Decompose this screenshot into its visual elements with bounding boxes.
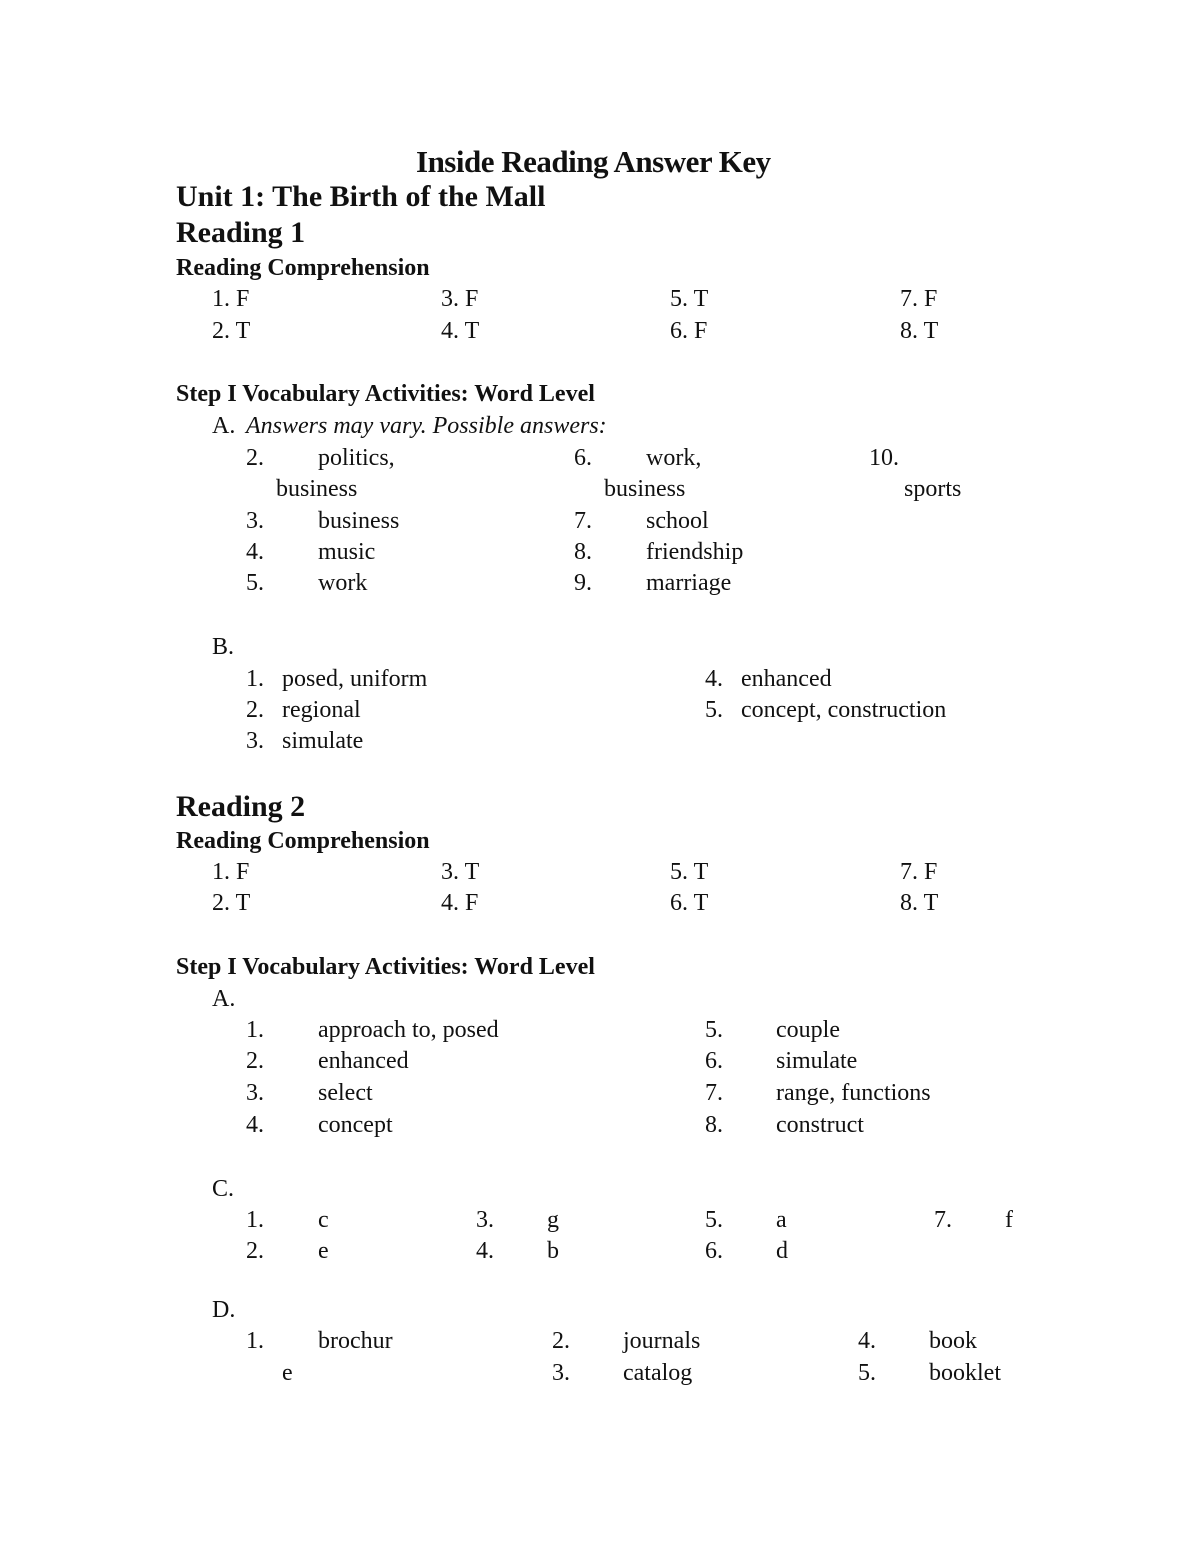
r2-comp-answer: 8. T <box>900 890 939 916</box>
r2d-answer: brochur <box>318 1328 393 1354</box>
r1-comp-answer: 4. T <box>441 318 480 344</box>
r1-partA-label: A. <box>212 413 236 439</box>
document-title: Inside Reading Answer Key <box>416 144 771 179</box>
r1b-answer: posed, uniform <box>282 666 428 692</box>
r2a-answer: simulate <box>776 1048 858 1074</box>
r1b-answer: enhanced <box>741 666 832 692</box>
r1-comp-answer: 7. F <box>900 286 938 312</box>
r2d-num: 4. <box>858 1328 876 1354</box>
r1a-num: 3. <box>246 508 264 534</box>
r2-partC-label: C. <box>212 1176 235 1202</box>
r2a-num: 7. <box>705 1080 723 1106</box>
r1a-answer: school <box>646 508 709 534</box>
r2a-num: 5. <box>705 1017 723 1043</box>
r1a-answer: friendship <box>646 539 744 565</box>
r2a-answer: select <box>318 1080 373 1106</box>
r2c-answer: f <box>1005 1207 1013 1233</box>
r2c-answer: a <box>776 1207 787 1233</box>
r2-comp-answer: 1. F <box>212 859 250 885</box>
r2c-num: 4. <box>476 1238 494 1264</box>
r2c-answer: b <box>547 1238 559 1264</box>
reading1-comprehension-heading: Reading Comprehension <box>176 255 430 281</box>
r2d-answer: catalog <box>623 1360 693 1386</box>
r2a-answer: range, functions <box>776 1080 931 1106</box>
r1a-answer: work <box>318 570 368 596</box>
r1a-num: 8. <box>574 539 592 565</box>
r1b-num: 4. <box>705 666 723 692</box>
r2c-num: 7. <box>934 1207 952 1233</box>
r2d-answer: book <box>929 1328 977 1354</box>
r1a-num: 2. <box>246 445 264 471</box>
r2a-num: 2. <box>246 1048 264 1074</box>
r1b-answer: regional <box>282 697 361 723</box>
r1a-num: 9. <box>574 570 592 596</box>
r2a-answer: approach to, posed <box>318 1017 499 1043</box>
r2c-num: 6. <box>705 1238 723 1264</box>
reading1-vocab-heading: Step I Vocabulary Activities: Word Level <box>176 381 595 407</box>
r2-comp-answer: 6. T <box>670 890 709 916</box>
r2d-answer: booklet <box>929 1360 1001 1386</box>
r2d-answer-cont: e <box>282 1360 293 1386</box>
r2c-answer: e <box>318 1238 329 1264</box>
r2a-num: 6. <box>705 1048 723 1074</box>
r2a-answer: enhanced <box>318 1048 409 1074</box>
r2c-answer: c <box>318 1207 329 1233</box>
r1a-num: 10. <box>869 445 899 471</box>
r1a-answer-cont: business <box>604 476 686 502</box>
r2c-num: 3. <box>476 1207 494 1233</box>
r1b-num: 5. <box>705 697 723 723</box>
reading2-heading: Reading 2 <box>176 790 306 823</box>
r2a-num: 1. <box>246 1017 264 1043</box>
r1a-num: 4. <box>246 539 264 565</box>
r1-comp-answer: 5. T <box>670 286 709 312</box>
r1a-num: 5. <box>246 570 264 596</box>
r2d-num: 5. <box>858 1360 876 1386</box>
r1b-num: 2. <box>246 697 264 723</box>
r1a-answer: music <box>318 539 376 565</box>
r2d-num: 1. <box>246 1328 264 1354</box>
r1-comp-answer: 6. F <box>670 318 708 344</box>
unit-title: Unit 1: The Birth of the Mall <box>176 180 546 213</box>
r2a-num: 8. <box>705 1112 723 1138</box>
r2d-num: 2. <box>552 1328 570 1354</box>
r1a-num: 6. <box>574 445 592 471</box>
r2-comp-answer: 2. T <box>212 890 251 916</box>
r1-comp-answer: 8. T <box>900 318 939 344</box>
r2c-answer: g <box>547 1207 559 1233</box>
r2-comp-answer: 7. F <box>900 859 938 885</box>
r2-comp-answer: 4. F <box>441 890 479 916</box>
r2a-answer: concept <box>318 1112 393 1138</box>
r1a-answer: marriage <box>646 570 732 596</box>
r1a-answer-cont: sports <box>904 476 962 502</box>
reading2-comprehension-heading: Reading Comprehension <box>176 828 430 854</box>
r1b-answer: concept, construction <box>741 697 947 723</box>
r2-partA-label: A. <box>212 986 236 1012</box>
r2-comp-answer: 3. T <box>441 859 480 885</box>
r2c-num: 2. <box>246 1238 264 1264</box>
r1a-num: 7. <box>574 508 592 534</box>
r2d-answer: journals <box>623 1328 701 1354</box>
r1-comp-answer: 2. T <box>212 318 251 344</box>
r1a-answer: politics, <box>318 445 395 471</box>
r1a-answer: work, <box>646 445 702 471</box>
r2c-answer: d <box>776 1238 788 1264</box>
reading1-heading: Reading 1 <box>176 216 306 249</box>
r2a-num: 4. <box>246 1112 264 1138</box>
r1a-answer: business <box>318 508 400 534</box>
r2a-num: 3. <box>246 1080 264 1106</box>
r1b-answer: simulate <box>282 728 364 754</box>
r2c-num: 1. <box>246 1207 264 1233</box>
r1-partA-note: Answers may vary. Possible answers: <box>246 413 607 439</box>
r1b-num: 1. <box>246 666 264 692</box>
r2a-answer: construct <box>776 1112 864 1138</box>
r2-comp-answer: 5. T <box>670 859 709 885</box>
r1a-answer-cont: business <box>276 476 358 502</box>
r1-comp-answer: 3. F <box>441 286 479 312</box>
reading2-vocab-heading: Step I Vocabulary Activities: Word Level <box>176 954 595 980</box>
r2a-answer: couple <box>776 1017 840 1043</box>
r1-comp-answer: 1. F <box>212 286 250 312</box>
r1b-num: 3. <box>246 728 264 754</box>
r2c-num: 5. <box>705 1207 723 1233</box>
r1-partB-label: B. <box>212 634 235 660</box>
r2d-num: 3. <box>552 1360 570 1386</box>
r2-partD-label: D. <box>212 1297 236 1323</box>
